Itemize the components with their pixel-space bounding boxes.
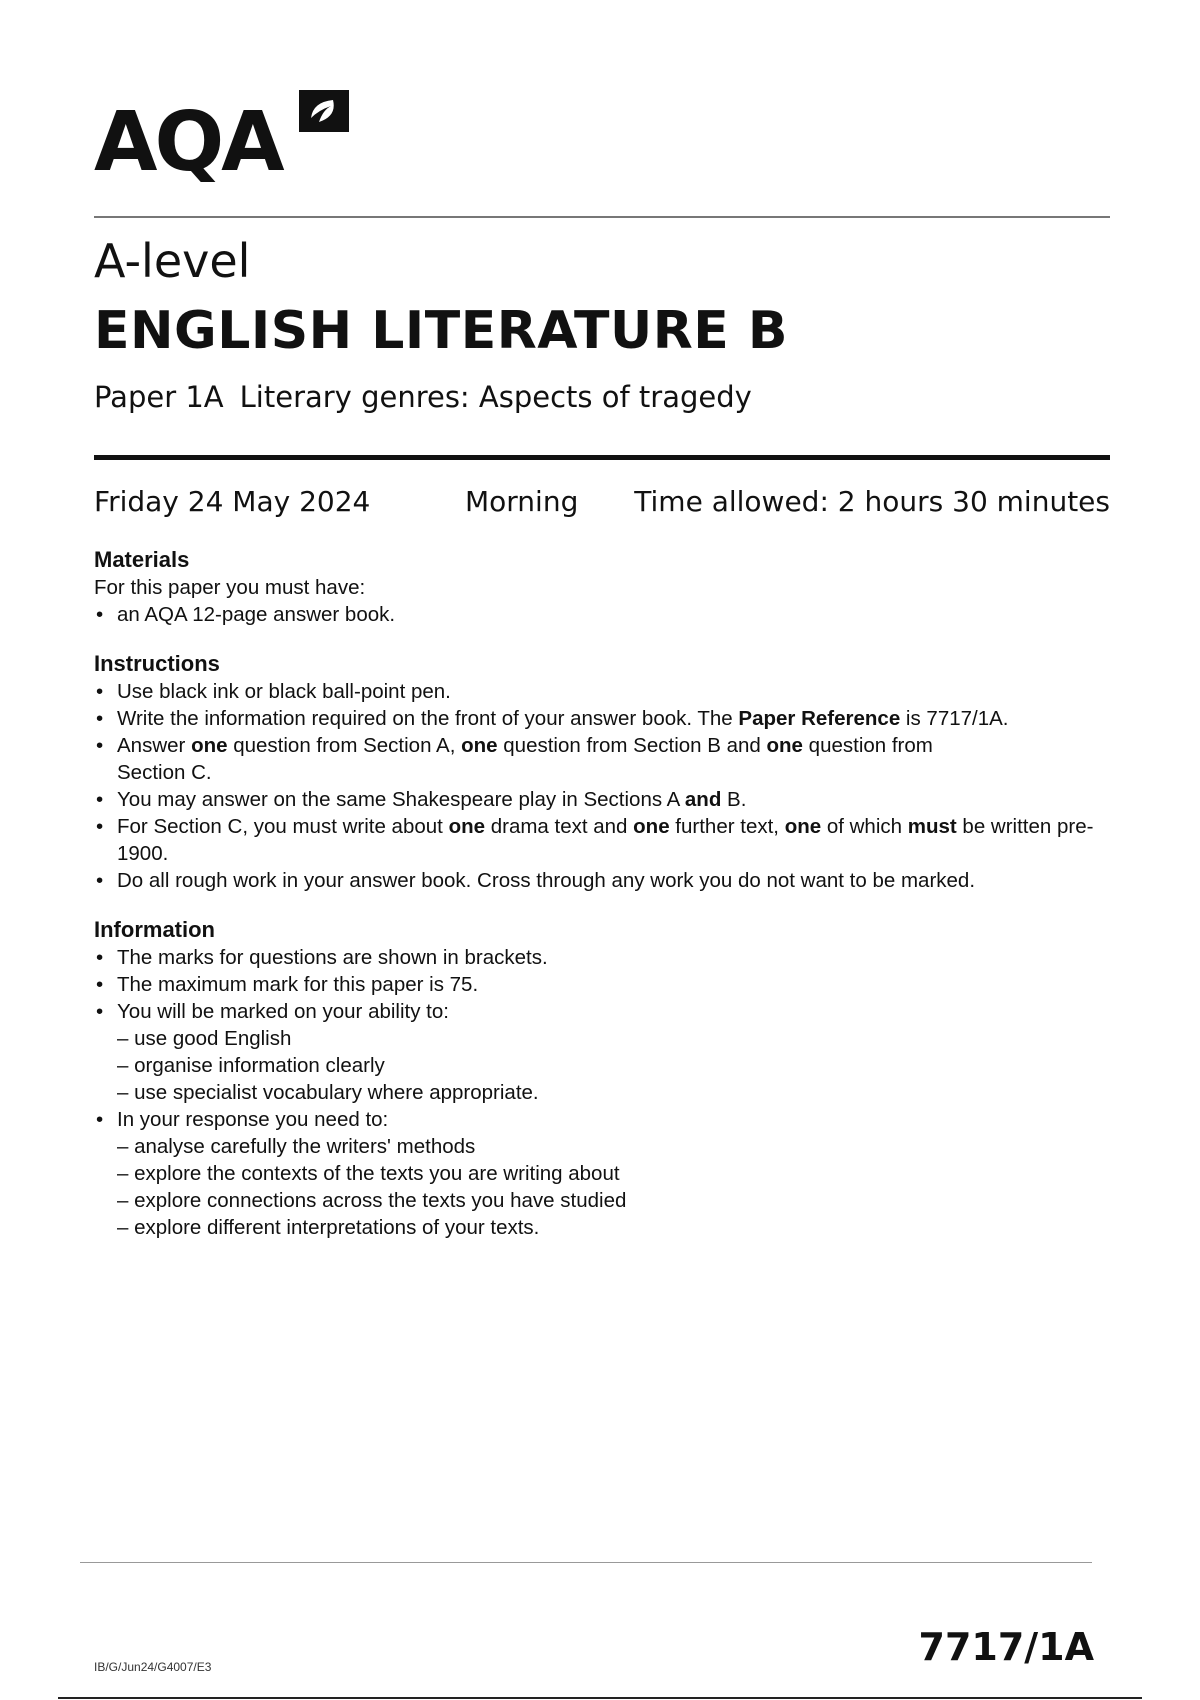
- page-bottom-divider: [58, 1697, 1142, 1699]
- materials-section: [94, 546, 1114, 628]
- job-reference: IB/G/Jun24/G4007/E3: [94, 1660, 212, 1674]
- logo-text: AQA: [94, 95, 282, 190]
- aqa-logo: [94, 88, 282, 190]
- information-section: [94, 916, 1114, 1241]
- subject-title: ENGLISH LITERATURE B: [94, 301, 788, 361]
- list-item: • The marks for questions are shown in brackets.: [94, 944, 1114, 971]
- materials-list: [94, 601, 1114, 628]
- list-item: [94, 998, 1114, 1106]
- paper-code: Paper 1A: [94, 380, 224, 414]
- instructions-list: [94, 678, 1114, 894]
- list-item: • The maximum mark for this paper is 75.: [94, 971, 1114, 998]
- sub-item: – explore the contexts of the texts you are writing about: [117, 1162, 620, 1185]
- title-divider: [94, 455, 1110, 460]
- instructions-heading: Instructions: [94, 651, 220, 676]
- logo-tick-icon: [297, 88, 351, 134]
- sub-item: – organise information clearly: [117, 1054, 385, 1077]
- sub-item: – use good English: [117, 1027, 292, 1050]
- sub-item: – use specialist vocabulary where appropriate.: [117, 1081, 539, 1104]
- paper-name: Literary genres: Aspects of tragedy: [239, 380, 752, 414]
- materials-intro: For this paper you must have:: [94, 576, 366, 599]
- information-list: [94, 944, 1114, 1241]
- list-item-text: You will be marked on your ability to:: [117, 1000, 449, 1023]
- list-item-text: In your response you need to:: [117, 1108, 389, 1131]
- list-item: • Answer one question from Section A, one question from Section B and one question from Section C.: [94, 732, 1114, 786]
- paper-title: [94, 380, 752, 414]
- exam-date: Friday 24 May 2024: [94, 485, 371, 518]
- information-heading: Information: [94, 917, 215, 942]
- qualification-level: A-level: [94, 234, 251, 288]
- list-item: • Do all rough work in your answer book. Cross through any work you do not want to be marked.: [94, 867, 1114, 894]
- instructions-section: [94, 650, 1114, 894]
- exam-rubric: [94, 546, 1114, 1263]
- list-item: [94, 1106, 1114, 1241]
- list-item: • an AQA 12-page answer book.: [94, 601, 1114, 628]
- sub-item: – analyse carefully the writers' methods: [117, 1135, 476, 1158]
- list-item: • For Section C, you must write about one drama text and one further text, one of which must be written pre-1900.: [94, 813, 1114, 867]
- paper-reference: 7717/1A: [918, 1625, 1094, 1669]
- list-item: • Use black ink or black ball-point pen.: [94, 678, 1114, 705]
- header-divider: [94, 216, 1110, 218]
- exam-session: Morning: [465, 485, 579, 518]
- footer-divider: [80, 1562, 1092, 1563]
- list-item: • You may answer on the same Shakespeare play in Sections A and B.: [94, 786, 1114, 813]
- sub-item: – explore connections across the texts you have studied: [117, 1189, 627, 1212]
- sub-item: – explore different interpretations of your texts.: [117, 1216, 540, 1239]
- list-item: • Write the information required on the front of your answer book. The Paper Reference is 7717/1A.: [94, 705, 1114, 732]
- time-allowed: Time allowed: 2 hours 30 minutes: [634, 485, 1110, 518]
- materials-heading: Materials: [94, 547, 190, 572]
